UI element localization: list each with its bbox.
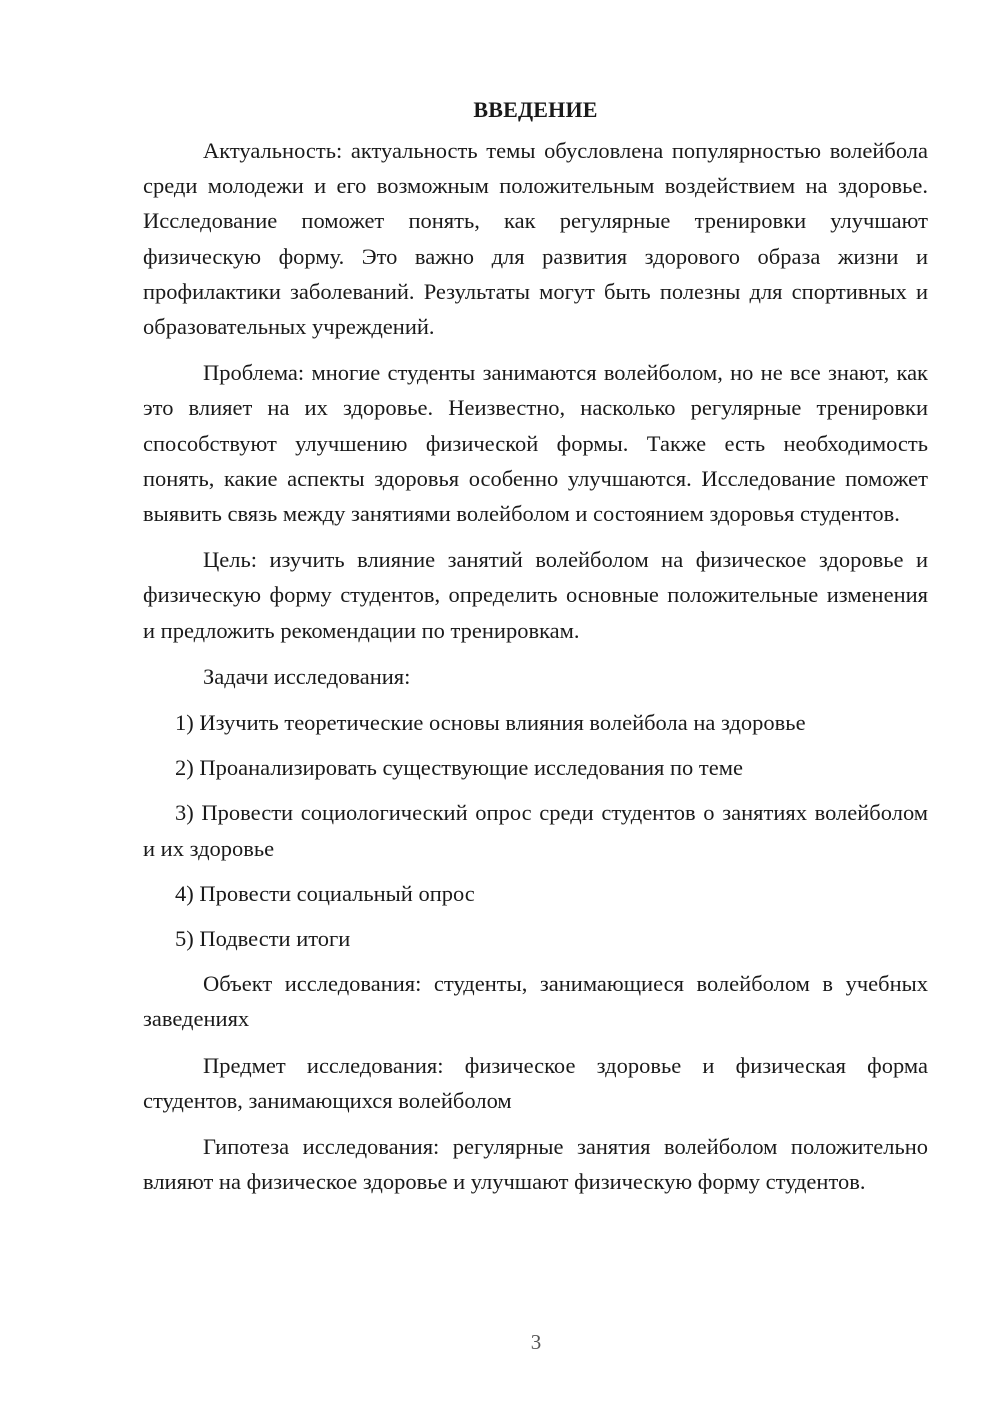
page-title: ВВЕДЕНИЕ [473, 97, 598, 122]
document-page [143, 92, 928, 1210]
list-item: 5) Подвести итоги [175, 926, 351, 952]
paragraph-problem: Проблема: многие студенты занимаются волейболом, но не все знают, как это влияет на их здоровье. Неизвестно, насколько регулярные тренировки способствуют улучшению физической формы. Также есть необходимость понять, какие аспекты здоровья особенно улучшаются. Исследование поможет выявить связь между занятиями волейболом и состоянием здоровья студентов. [143, 360, 928, 527]
tasks-list [143, 705, 928, 956]
tasks-heading: Задачи исследования: [203, 663, 411, 689]
list-item: 1) Изучить теоретические основы влияния волейбола на здоровье [175, 710, 806, 736]
list-item: 4) Провести социальный опрос [175, 880, 475, 906]
paragraph-hypothesis: Гипотеза исследования: регулярные занятия волейболом положительно влияют на физическое здоровье и улучшают физическую форму студентов. [143, 1134, 928, 1195]
page-number: 3 [530, 1330, 542, 1354]
list-item: 3) Провести социологический опрос среди студентов о занятиях волейболом и их здоровье [143, 800, 928, 861]
list-item: 2) Проанализировать существующие исследования по теме [175, 755, 743, 781]
paragraph-object: Объект исследования: студенты, занимающиеся волейболом в учебных заведениях [143, 971, 928, 1032]
paragraph-goal: Цель: изучить влияние занятий волейболом на физическое здоровье и физическую форму студентов, определить основные положительные изменения и предложить рекомендации по тренировкам. [143, 547, 928, 643]
paragraph-subject: Предмет исследования: физическое здоровье и физическая форма студентов, занимающихся волейболом [143, 1052, 928, 1113]
paragraph-relevance: Актуальность: актуальность темы обусловлена популярностью волейбола среди молодежи и его возможным положительным воздействием на здоровье. Исследование поможет понять, как регулярные тренировки улучшают физическую форму. Это важно для развития здорового образа жизни и профилактики заболеваний. Результаты могут быть полезны для спортивных и образовательных учреждений. [143, 138, 928, 340]
